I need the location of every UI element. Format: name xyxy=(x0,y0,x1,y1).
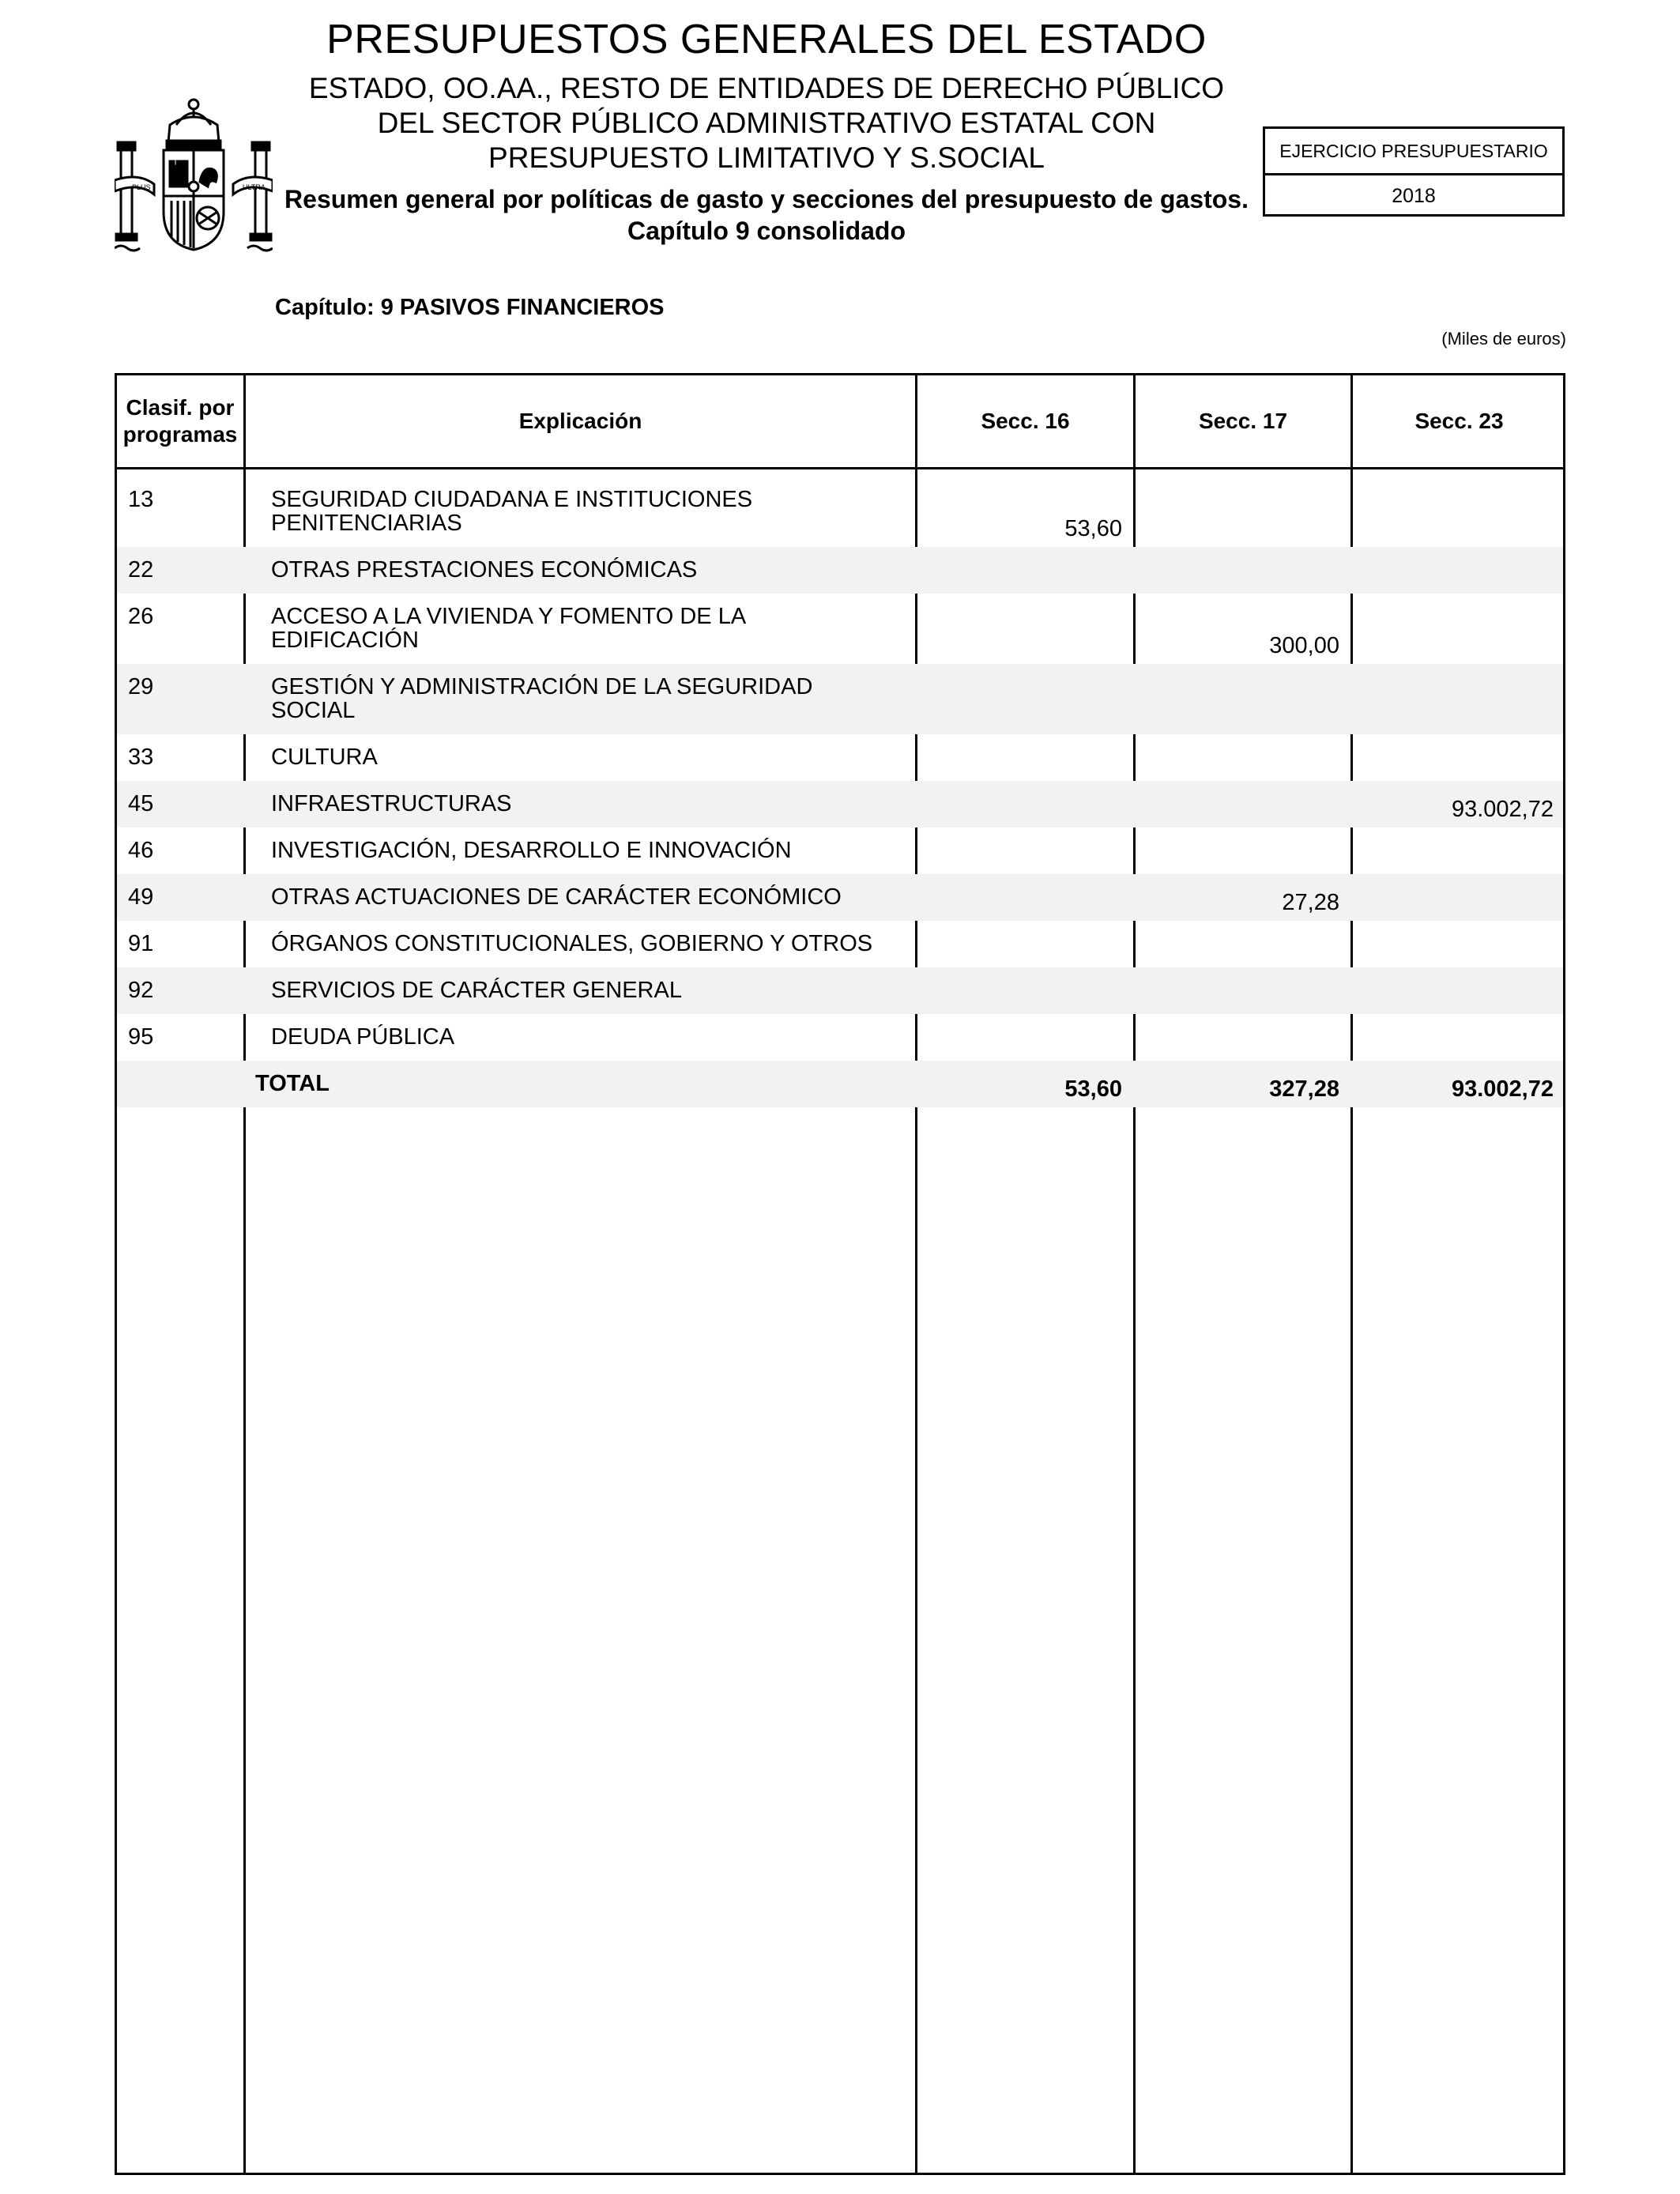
table-row xyxy=(117,547,1563,594)
row-code: 26 xyxy=(128,604,154,629)
ejercicio-label: EJERCICIO PRESUPUESTARIO xyxy=(1265,129,1562,175)
row-description-line: PENITENCIARIAS xyxy=(271,511,462,536)
table-row xyxy=(117,921,1563,967)
row-code: 29 xyxy=(128,674,154,699)
row-code: 95 xyxy=(128,1024,154,1050)
row-code: 49 xyxy=(128,884,154,910)
row-description-line: CULTURA xyxy=(271,745,378,770)
table-row xyxy=(117,664,1563,734)
header-secc23: Secc. 23 xyxy=(1414,409,1504,433)
units-label: (Miles de euros) xyxy=(1441,329,1566,349)
table-row xyxy=(117,1014,1563,1061)
subtitle-line: DEL SECTOR PÚBLICO ADMINISTRATIVO ESTATAL CON xyxy=(377,107,1156,139)
row-description xyxy=(271,745,903,769)
row-description xyxy=(271,792,903,816)
row-description xyxy=(271,605,903,652)
table-row xyxy=(117,734,1563,781)
row-code: 91 xyxy=(128,931,154,956)
row-description-line: EDIFICACIÓN xyxy=(271,628,419,653)
row-description xyxy=(271,839,903,862)
ejercicio-year: 2018 xyxy=(1392,185,1436,207)
row-s23-value: 93.002,72 xyxy=(1451,797,1554,822)
table-row xyxy=(117,594,1563,664)
header-secc16: Secc. 16 xyxy=(981,409,1070,433)
ribbon-right-text: ULTRA xyxy=(243,183,266,191)
header-explicacion: Explicación xyxy=(518,409,642,433)
row-code: 46 xyxy=(128,838,154,863)
budget-table xyxy=(115,373,1565,2175)
row-description xyxy=(271,885,903,909)
row-description xyxy=(271,978,903,1002)
row-description xyxy=(271,488,903,535)
subtitle-line: PRESUPUESTO LIMITATIVO Y S.SOCIAL xyxy=(488,141,1045,174)
row-description xyxy=(271,558,903,582)
total-s23-value: 93.002,72 xyxy=(1451,1076,1554,1102)
row-description-line: SOCIAL xyxy=(271,698,356,723)
row-description-line: OTRAS PRESTACIONES ECONÓMICAS xyxy=(271,557,698,582)
row-description-line: OTRAS ACTUACIONES DE CARÁCTER ECONÓMICO xyxy=(271,884,842,910)
table-body xyxy=(117,477,1563,1107)
row-s16-value: 53,60 xyxy=(1064,516,1122,541)
subtitle-line: ESTADO, OO.AA., RESTO DE ENTIDADES DE DERECHO PÚBLICO xyxy=(308,72,1225,104)
row-description-line: GESTIÓN Y ADMINISTRACIÓN DE LA SEGURIDAD xyxy=(271,674,813,699)
row-description-line: INFRAESTRUCTURAS xyxy=(271,791,512,816)
header-secc17: Secc. 17 xyxy=(1198,409,1288,433)
row-description-line: ÓRGANOS CONSTITUCIONALES, GOBIERNO Y OTROS xyxy=(271,931,873,956)
row-description-line: DEUDA PÚBLICA xyxy=(271,1024,455,1050)
table-row xyxy=(117,781,1563,827)
table-row xyxy=(117,827,1563,874)
row-s17-value: 300,00 xyxy=(1269,633,1339,658)
summary-line: Capítulo 9 consolidado xyxy=(627,217,906,245)
ejercicio-box xyxy=(1263,126,1565,217)
total-label: TOTAL xyxy=(255,1071,330,1096)
row-description-line: SEGURIDAD CIUDADANA E INSTITUCIONES xyxy=(271,487,753,512)
table-row xyxy=(117,477,1563,547)
header-divider xyxy=(117,467,1563,469)
total-row xyxy=(117,1061,1563,1107)
ribbon-left-text: PLUS xyxy=(132,183,151,191)
header-code-line: programas xyxy=(122,422,238,447)
summary-line: Resumen general por políticas de gasto y secciones del presupuesto de gastos. xyxy=(284,185,1249,213)
document-subtitle xyxy=(237,71,1296,175)
row-s17-value: 27,28 xyxy=(1282,890,1339,915)
row-code: 45 xyxy=(128,791,154,816)
chapter-label: Capítulo: 9 PASIVOS FINANCIEROS xyxy=(275,295,665,320)
row-code: 22 xyxy=(128,557,154,582)
header-code xyxy=(117,375,243,467)
row-description-line: ACCESO A LA VIVIENDA Y FOMENTO DE LA xyxy=(271,604,747,629)
header-code-line: Clasif. por xyxy=(126,395,235,420)
document-title: PRESUPUESTOS GENERALES DEL ESTADO xyxy=(326,17,1207,62)
row-description xyxy=(271,932,903,956)
total-s17-value: 327,28 xyxy=(1269,1076,1339,1102)
total-s16-value: 53,60 xyxy=(1064,1076,1122,1102)
row-description-line: INVESTIGACIÓN, DESARROLLO E INNOVACIÓN xyxy=(271,838,792,863)
row-code: 92 xyxy=(128,978,154,1003)
row-description-line: SERVICIOS DE CARÁCTER GENERAL xyxy=(271,978,682,1003)
row-code: 13 xyxy=(128,487,154,512)
row-description xyxy=(271,1025,903,1049)
row-description xyxy=(271,675,903,722)
row-code: 33 xyxy=(128,745,154,770)
table-row xyxy=(117,967,1563,1014)
table-row xyxy=(117,874,1563,921)
summary-heading xyxy=(237,183,1296,247)
